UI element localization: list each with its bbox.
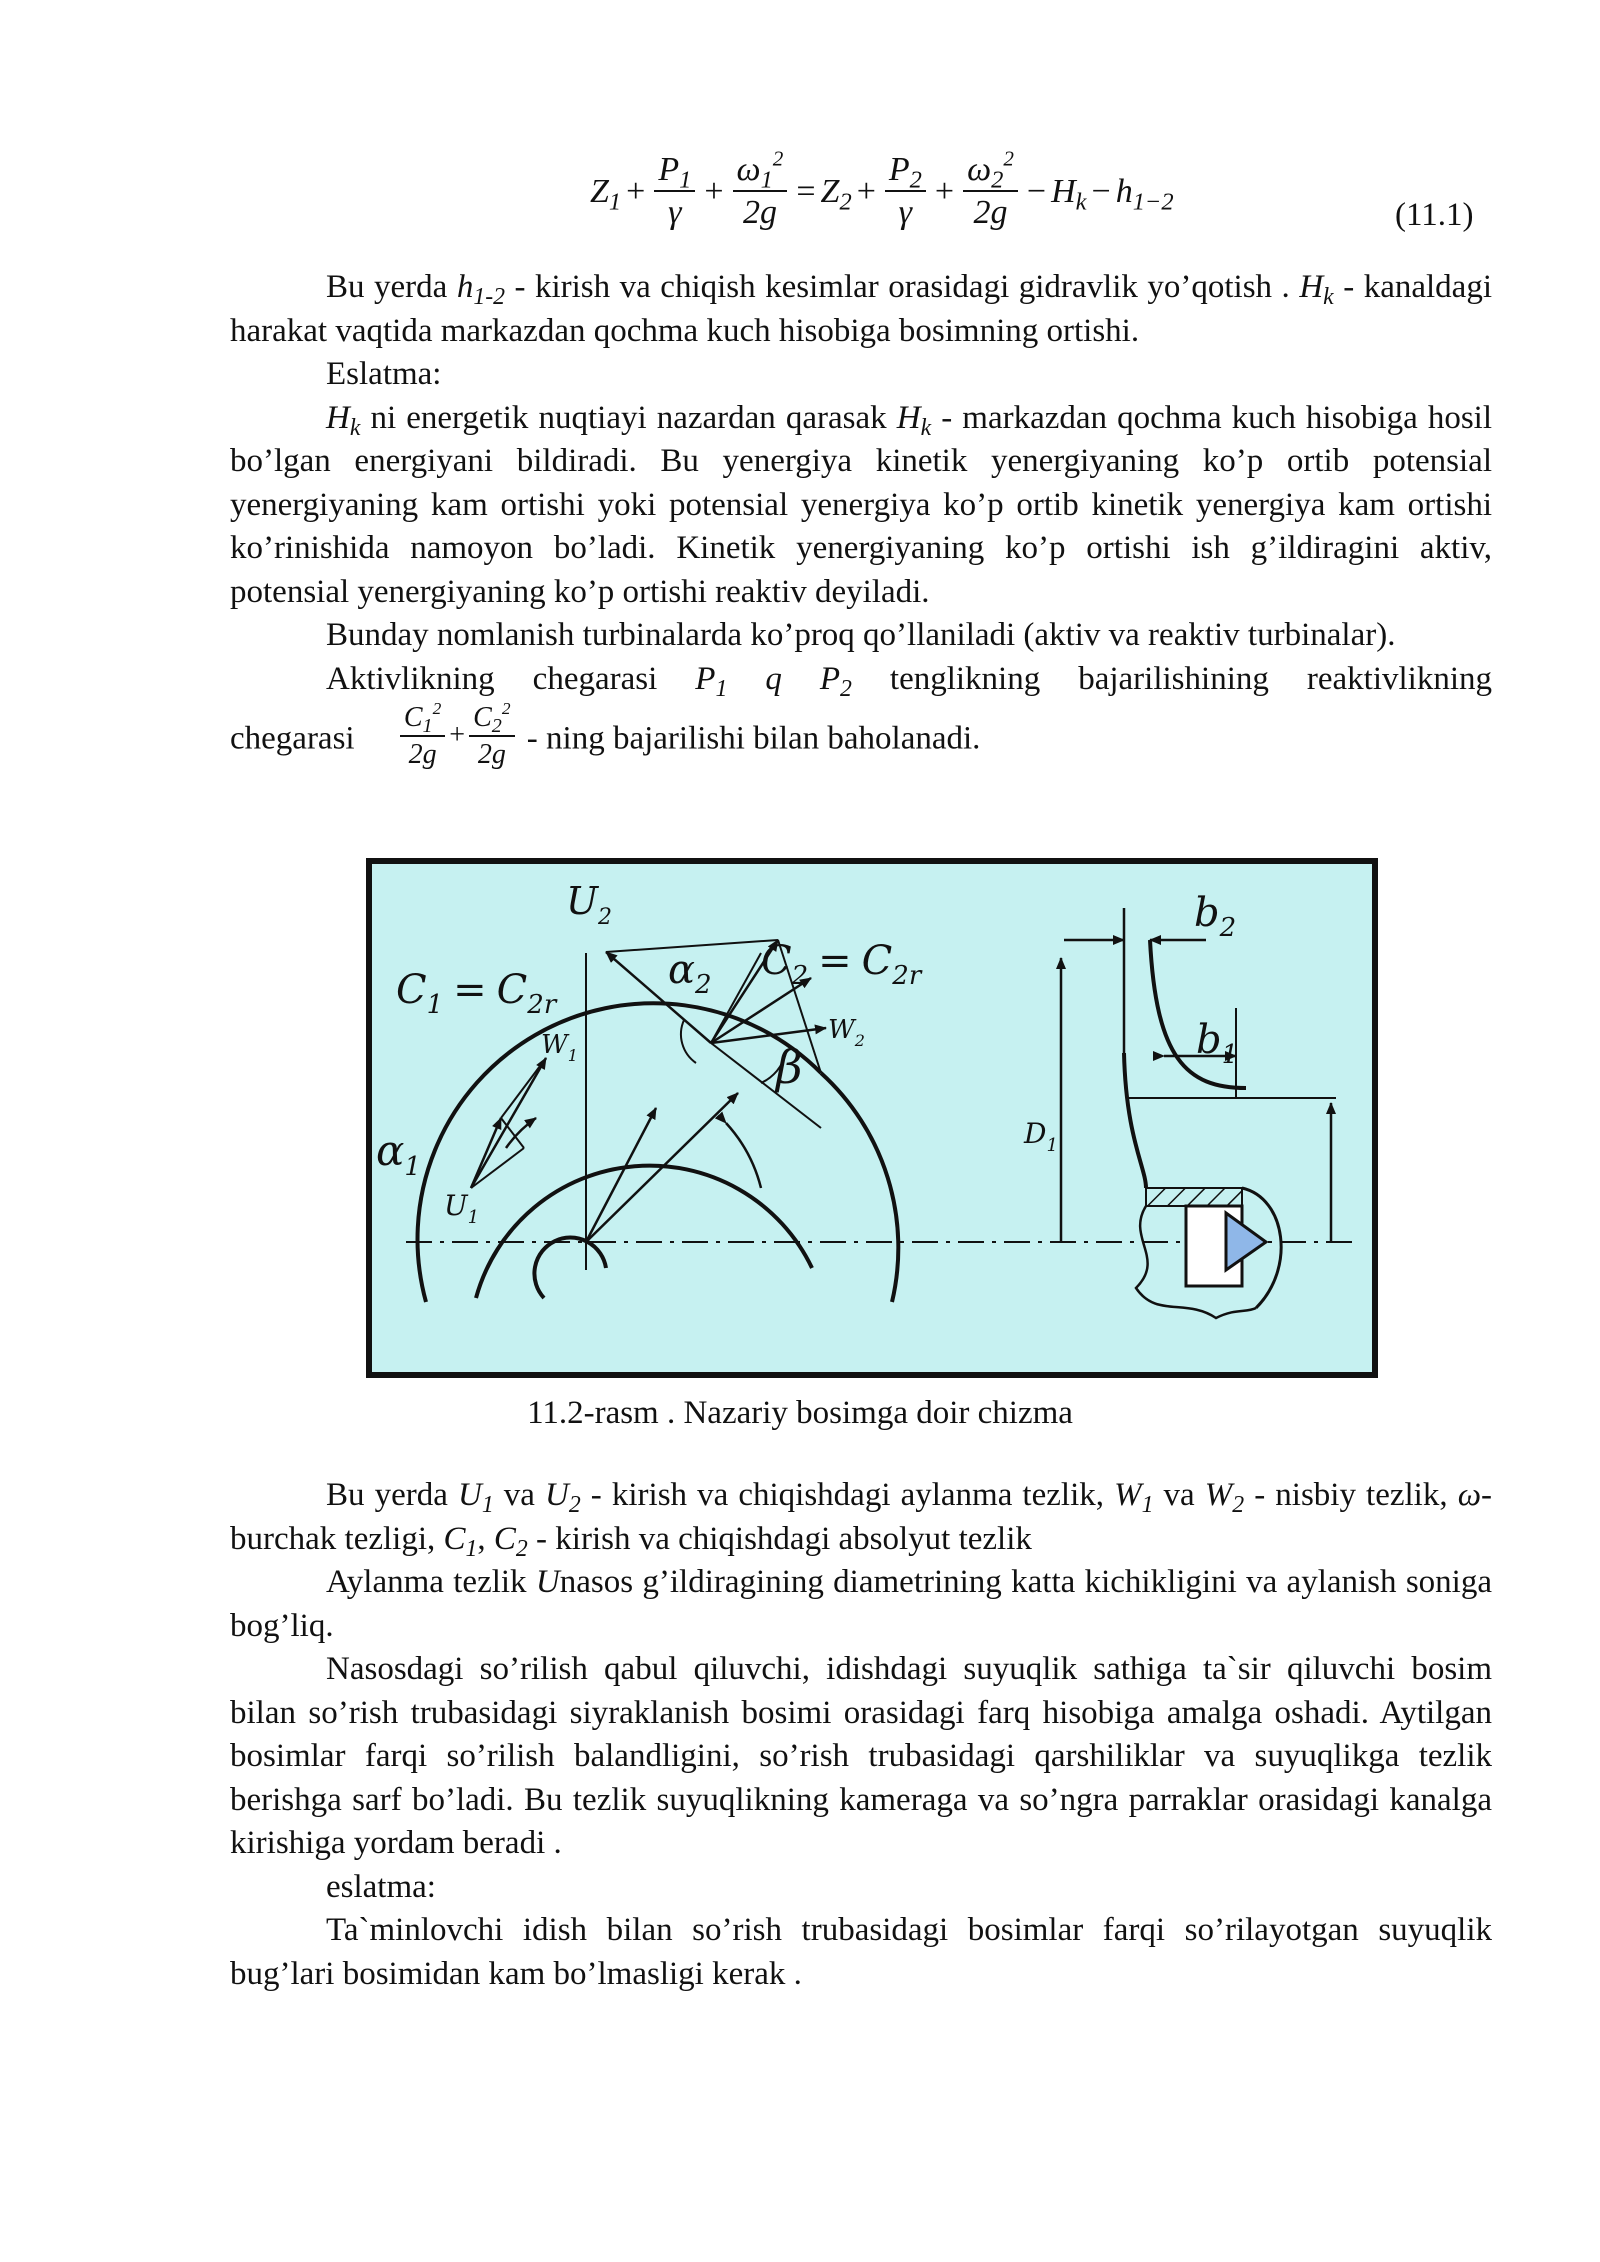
- paragraph-11: Ta`minlovchi idish bilan so’rish trubasidagi bosimlar farqi so’rilayotgan suyuqlik bug’lari bosimidan kam bo’lmasligi kerak .: [230, 1912, 1492, 1992]
- text-block-bottom: [230, 1474, 1492, 1996]
- label-c1-eq: $C_1 = C_{2r}$: [396, 967, 557, 1020]
- z2: $Z_2$: [820, 173, 852, 216]
- label-beta: β: [776, 1040, 803, 1094]
- label-c2-eq: $C_2 = C_{2r}$: [761, 938, 922, 991]
- c-sum-fraction: $\frac{C_1^2}{2g}$ + $\frac{C_2^2}{2g}$: [396, 701, 519, 773]
- frac-omega1: $\frac{\omega_1^2}{2g}$: [733, 150, 788, 234]
- paragraph-10: eslatma:: [326, 1868, 436, 1905]
- label-d1: $D_1$: [1024, 1117, 1058, 1156]
- label-w1: $W_1$: [541, 1030, 578, 1065]
- label-w2: $W_2$: [828, 1015, 865, 1050]
- equation-number: (11.1): [1395, 197, 1474, 233]
- paragraph-4: Bunday nomlanish turbinalarda ko’proq qo’llaniladi (aktiv va reaktiv turbinalar).: [326, 617, 1396, 653]
- label-alpha1: $\alpha_1$: [376, 1126, 421, 1182]
- frac-p2-gamma: $\frac{P_2}{\gamma}$: [885, 150, 926, 234]
- figure-caption: 11.2-rasm . Nazariy bosimga doir chizma: [527, 1395, 1073, 1431]
- paragraph-5: Aktivlikning chegarasi $P_1$ q $P_2$ tenglikning bajarilishining reaktivlikning: [326, 660, 1492, 702]
- label-alpha2: $\alpha_2$: [668, 947, 712, 1000]
- frac-p1-gamma: $\frac{P_1}{\gamma}$: [654, 150, 695, 234]
- label-b2: $b_2$: [1194, 890, 1237, 943]
- z1: $Z_1$: [590, 173, 622, 216]
- paragraph-8: Aylanma tezlik Unasos g’ildiragining diametrining katta kichikligini va aylanish soniga bog’liq.: [230, 1564, 1492, 1644]
- label-u1: $U_1$: [444, 1189, 480, 1228]
- text-block-top: [230, 266, 1492, 777]
- label-b1: $b_1$: [1196, 1017, 1239, 1070]
- label-u2: $U_2$: [566, 879, 613, 930]
- paragraph-3: $H_k$ ni energetik nuqtiayi nazardan qarasak $H_k$ - markazdan qochma kuch hisobiga hosil bo’lgan energiyani bildiradi. Bu yenergiya kinetik yenergiyaning ko’p ortib potensial yenergiyaning kam ortishi yoki potensial yenergiya ko’p ortib kinetik yenergiya kam ortishi ko’rinishida namoyon bo’ladi. Kinetik yenergiyaning ko’p ortishi ish g’ildiragini aktiv, potensial yenergiyaning ko’p ortishi reaktiv deyiladi.: [230, 399, 1492, 610]
- paragraph-7: Bu yerda $U_1$ va $U_2$ - kirish va chiqishdagi aylanma tezlik, $W_1$ va $W_2$ - nisbiy tezlik, ω-burchak tezligi, $C_1$, $C_2$ - kirish va chiqishdagi absolyut tezlik: [230, 1477, 1492, 1562]
- figure-11-2: [366, 858, 1378, 1378]
- paragraph-2: Eslatma:: [326, 356, 442, 392]
- frac-omega2: $\frac{\omega_2^2}{2g}$: [963, 150, 1018, 234]
- hk: $H_k$: [1051, 173, 1087, 216]
- h12: $h_{1-2}$: [1115, 173, 1174, 216]
- hatched-wall: [1146, 1188, 1242, 1206]
- paragraph-6: chegarasi $\frac{C_1^2}{2g}$ + $\frac{C_2^2}{2g}$ - ning bajarilishi bilan baholanadi.: [230, 705, 1492, 777]
- paragraph-1: Bu yerda $h_{1-2}$ - kirish va chiqish kesimlar orasidagi gidravlik yo’qotish . $H_k$ - kanaldagi harakat vaqtida markazdan qochma kuch hisobiga bosimning ortishi.: [230, 269, 1492, 349]
- formula-11-1: $Z_1$ + $\frac{P_1}{\gamma}$ + $\frac{\omega_1^2}{2g}$ = $Z_2$ + $\frac{P_2}{\gamma}$ + $\frac{\omega_2^2}{2g}$ − $H_k$ − $h_{1-2}$: [590, 150, 1220, 260]
- paragraph-9: Nasosdagi so’rilish qabul qiluvchi, idishdagi suyuqlik sathiga ta`sir qiluvchi bosim bilan so’rish trubasidagi siyraklanish bosimi orasidagi farq hisobiga amalga oshadi. Aytilgan bosimlar farqi so’rilish balandligini, so’rish trubasidagi qarshiliklar va suyuqlikga tezlik berishga sarf bo’ladi. Bu tezlik suyuqlikning kameraga va so’ngra parraklar orasidagi kanalga kirishiga yordam beradi .: [230, 1651, 1492, 1861]
